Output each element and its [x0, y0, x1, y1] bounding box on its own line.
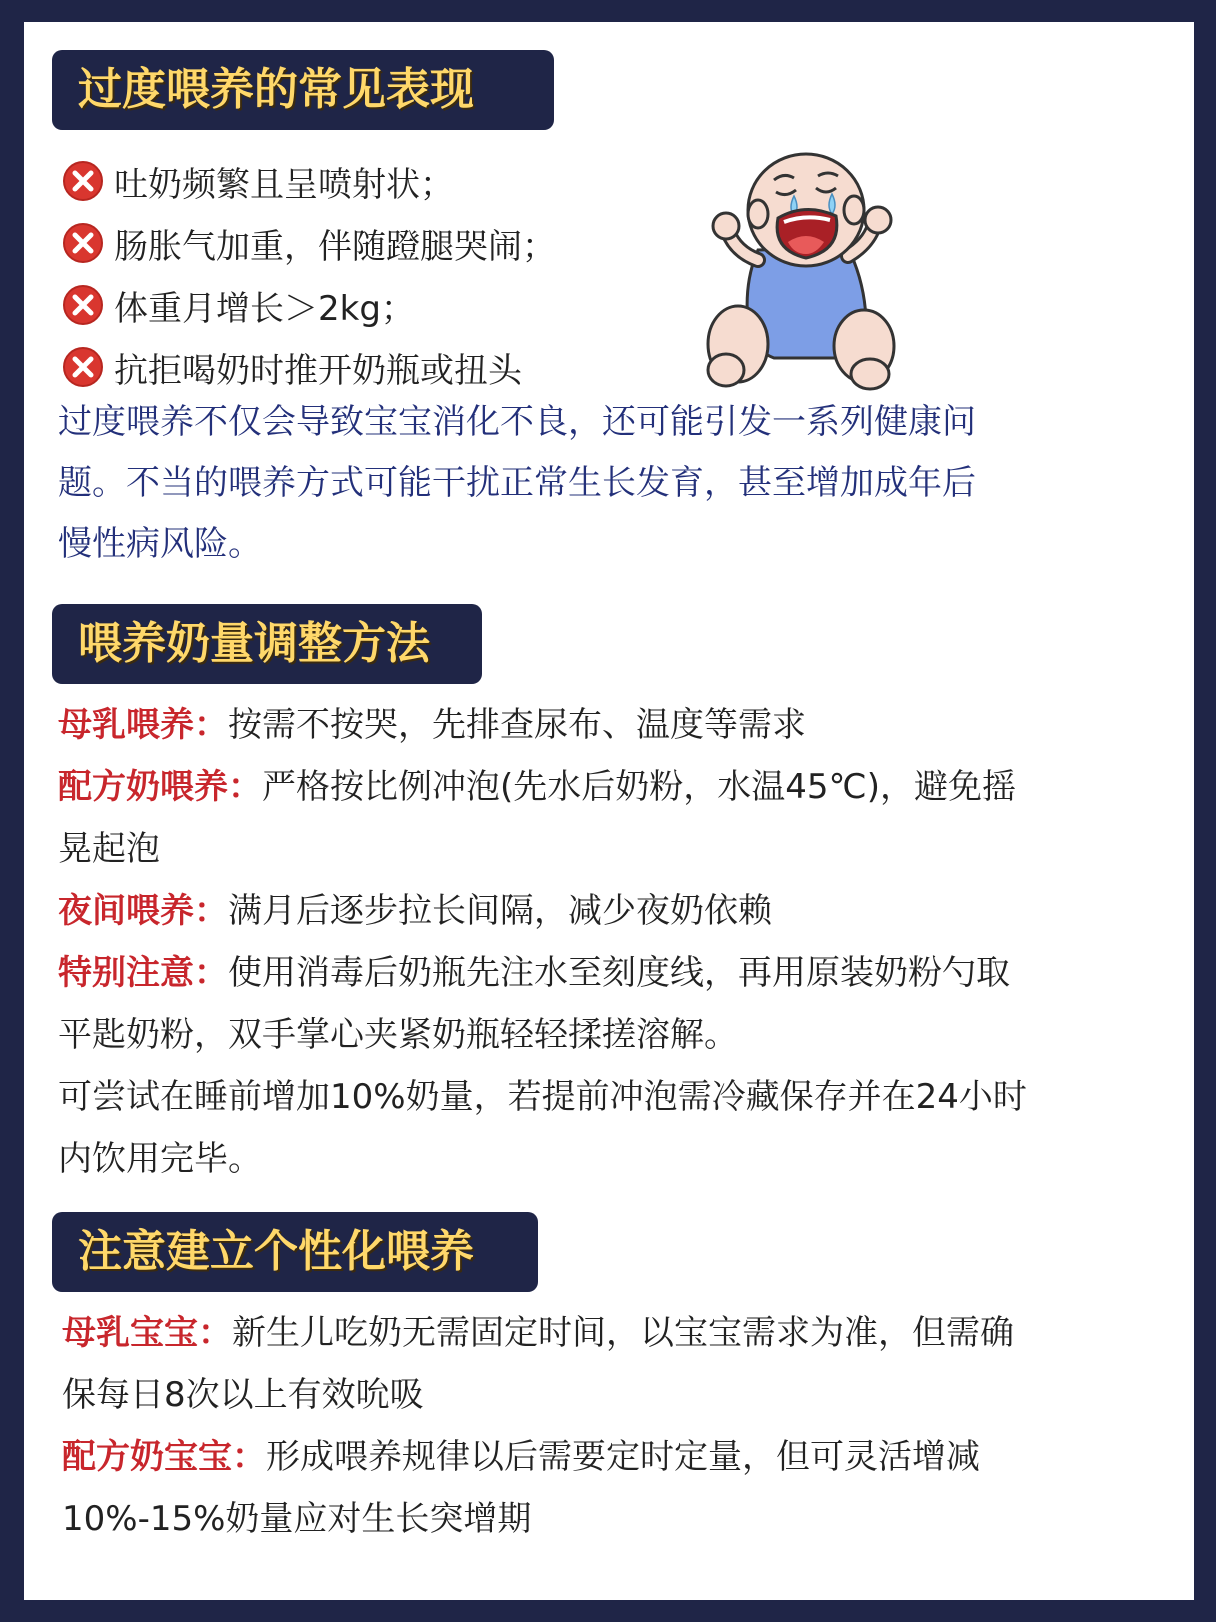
- x-circle-icon: [62, 346, 104, 388]
- item-text-continued: 10%-15%奶量应对生长突增期: [62, 1499, 532, 1539]
- item-text: 按需不按哭，先排查尿布、温度等需求: [228, 705, 806, 745]
- item-text: 使用消毒后奶瓶先注水至刻度线，再用原装奶粉勺取: [228, 953, 1010, 993]
- item-label: 夜间喂养：: [58, 891, 228, 931]
- note-line: 可尝试在睡前增加10%奶量，若提前冲泡需冷藏保存并在24小时: [58, 1077, 1027, 1117]
- x-circle-icon: [62, 284, 104, 326]
- symptom-list: [62, 150, 556, 398]
- item-label: 配方奶宝宝：: [62, 1437, 266, 1477]
- item-label: 母乳喂养：: [58, 705, 228, 745]
- item-text: 满月后逐步拉长间隔，减少夜奶依赖: [228, 891, 772, 931]
- paragraph-line: 题。不当的喂养方式可能干扰正常生长发育，甚至增加成年后: [58, 463, 976, 503]
- crying-baby-illustration: [696, 132, 911, 397]
- item-text: 形成喂养规律以后需要定时定量，但可灵活增减: [266, 1437, 980, 1477]
- item-label: 配方奶喂养：: [58, 767, 262, 807]
- symptom-item: [62, 212, 556, 274]
- adjustment-item: [58, 942, 1178, 1066]
- symptom-item: [62, 274, 556, 336]
- item-text-continued: 平匙奶粉，双手掌心夹紧奶瓶轻轻揉搓溶解。: [58, 1015, 738, 1055]
- personalized-item: [62, 1302, 1182, 1426]
- item-text-continued: 保每日8次以上有效吮吸: [62, 1375, 424, 1415]
- symptom-text: 吐奶频繁且呈喷射状；: [114, 164, 454, 205]
- adjustment-note: [58, 1066, 1178, 1190]
- item-text: 严格按比例冲泡(先水后奶粉，水温45℃)，避免摇: [262, 767, 1016, 807]
- section-heading-adjustment: 喂养奶量调整方法: [52, 604, 482, 684]
- personalized-list: [62, 1302, 1182, 1550]
- item-label: 特别注意：: [58, 953, 228, 993]
- symptom-text: 肠胀气加重，伴随蹬腿哭闹；: [114, 226, 556, 267]
- overfeeding-paragraph: [58, 392, 1178, 575]
- content-card: [24, 22, 1194, 1600]
- section-heading-personalized: 注意建立个性化喂养: [52, 1212, 538, 1292]
- item-text: 新生儿吃奶无需固定时间，以宝宝需求为准，但需确: [232, 1313, 1014, 1353]
- item-text-continued: 晃起泡: [58, 829, 160, 869]
- symptom-item: [62, 150, 556, 212]
- symptom-item: [62, 336, 556, 398]
- adjustment-item: [58, 880, 1178, 942]
- symptom-text: 抗拒喝奶时推开奶瓶或扭头: [114, 350, 522, 391]
- adjustment-item: [58, 756, 1178, 880]
- adjustment-item: [58, 694, 1178, 756]
- paragraph-line: 慢性病风险。: [58, 524, 262, 564]
- paragraph-line: 过度喂养不仅会导致宝宝消化不良，还可能引发一系列健康问: [58, 402, 976, 442]
- adjustment-list: [58, 694, 1178, 1190]
- item-label: 母乳宝宝：: [62, 1313, 232, 1353]
- symptom-text: 体重月增长＞2kg；: [114, 288, 415, 329]
- x-circle-icon: [62, 160, 104, 202]
- section-heading-overfeeding: 过度喂养的常见表现: [52, 50, 554, 130]
- personalized-item: [62, 1426, 1182, 1550]
- x-circle-icon: [62, 222, 104, 264]
- note-line: 内饮用完毕。: [58, 1139, 262, 1179]
